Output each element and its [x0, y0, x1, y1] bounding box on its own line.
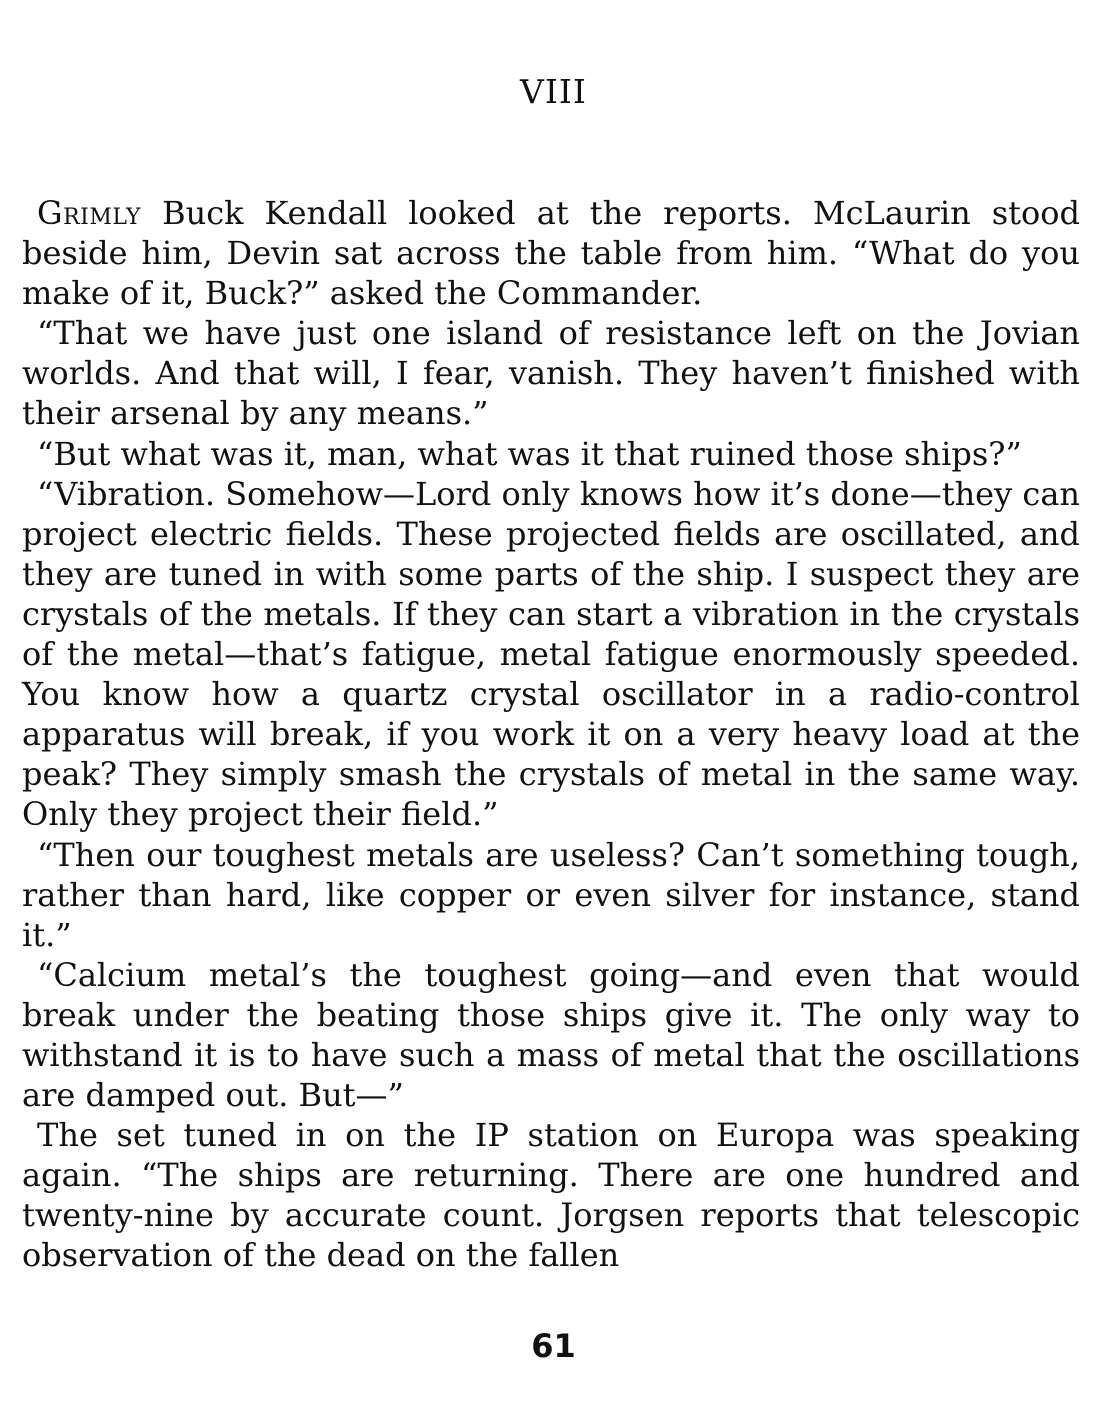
- paragraph: “Calcium metal’s the toughest going—and even that would break under the beating those ships give it. The only way to withstand it is to have such a mass of metal that the oscillations are damped out. But—”: [22, 955, 1080, 1115]
- body-text: [22, 193, 1080, 1276]
- chapter-heading: VIII: [520, 72, 587, 111]
- paragraph-lead-small-caps: Grimly: [37, 194, 142, 232]
- paragraph: “Then our toughest metals are useless? Can’t something tough, rather than hard, like copper or even silver for instance, stand it.”: [22, 835, 1080, 954]
- paragraph: “But what was it, man, what was it that ruined those ships?”: [37, 434, 1022, 473]
- paragraph: “Vibration. Somehow—Lord only knows how it’s done—they can project electric fields. These projected fields are oscillated, and they are tuned in with some parts of the ship. I suspect they are crystals of the metals. If they can start a vibration in the crystals of the metal—that’s fatigue, metal fatigue enormously speeded. You know how a quartz crystal oscillator in a radio-control apparatus will break, if you work it on a very heavy load at the peak? They simply smash the crystals of metal in the same way. Only they project their field.”: [22, 474, 1080, 834]
- paragraph: The set tuned in on the IP station on Europa was speaking again. “The ships are returning. There are one hundred and twenty-nine by accurate count. Jorgsen reports that telescopic observation of the dead on the fallen: [22, 1116, 1080, 1275]
- page-number: 61: [531, 1327, 576, 1365]
- paragraph: “That we have just one island of resistance left on the Jovian worlds. And that will, I fear, vanish. They haven’t finished with their arsenal by any means.”: [22, 314, 1080, 433]
- paragraph: [22, 193, 1080, 313]
- paragraph-text: Buck Kendall looked at the reports. McLaurin stood beside him, Devin sat across the table from him. “What do you make of it, Buck?” asked the Commander.: [22, 194, 1080, 313]
